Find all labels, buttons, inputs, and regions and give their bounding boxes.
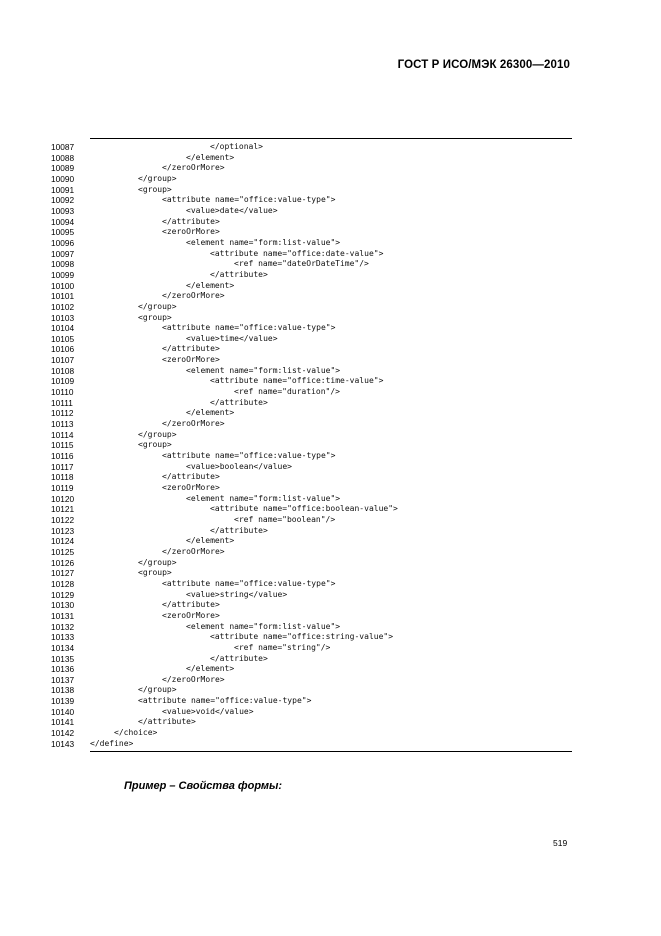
code-text: <ref name="string"/> [234, 642, 331, 652]
code-line [0, 355, 661, 366]
code-text: <element name="form:list-value"> [186, 365, 341, 375]
line-number: 10121 [51, 504, 75, 515]
line-number: 10107 [51, 355, 75, 366]
line-number: 10108 [51, 365, 75, 376]
line-number: 10111 [51, 397, 73, 408]
code-text: </attribute> [162, 216, 220, 226]
code-line [0, 440, 661, 451]
code-text: <element name="form:list-value"> [186, 237, 341, 247]
code-line [0, 536, 661, 547]
code-line [0, 675, 661, 686]
code-text: </zeroOrMore> [162, 419, 225, 429]
line-number: 10132 [51, 621, 75, 632]
line-number: 10087 [51, 142, 75, 152]
code-text: </group> [138, 301, 177, 311]
code-line [0, 430, 661, 441]
code-text: </attribute> [162, 600, 220, 610]
line-number: 10101 [51, 291, 75, 302]
line-number: 10124 [51, 536, 75, 547]
line-number: 10140 [51, 706, 75, 717]
code-text: <ref name="duration"/> [234, 387, 340, 397]
line-number: 10136 [51, 664, 75, 675]
code-line [0, 462, 661, 473]
code-line [0, 217, 661, 228]
line-number: 10090 [51, 173, 75, 184]
code-text: </attribute> [210, 397, 268, 407]
code-text: <ref name="boolean"/> [234, 514, 336, 524]
code-line [0, 728, 661, 739]
code-line [0, 163, 661, 174]
code-text: <attribute name="office:value-type"> [162, 195, 336, 205]
code-listing [0, 142, 661, 749]
code-text: </group> [138, 429, 177, 439]
line-number: 10135 [51, 653, 75, 664]
code-line [0, 259, 661, 270]
code-text: <attribute name="office:value-type"> [162, 451, 336, 461]
code-text: </attribute> [210, 269, 268, 279]
line-number: 10096 [51, 237, 75, 248]
code-text: </zeroOrMore> [162, 674, 225, 684]
code-line [0, 558, 661, 569]
code-text: <group> [138, 312, 172, 322]
code-text: <value>boolean</value> [186, 461, 292, 471]
line-number: 10125 [51, 546, 75, 557]
code-text: <group> [138, 184, 172, 194]
code-text: </group> [138, 685, 177, 695]
line-number: 10109 [51, 376, 75, 387]
code-line [0, 249, 661, 260]
code-text: </group> [138, 173, 177, 183]
code-text: <value>date</value> [186, 205, 278, 215]
code-text: </zeroOrMore> [162, 163, 225, 173]
code-line [0, 472, 661, 483]
code-line [0, 344, 661, 355]
line-number: 10117 [51, 461, 74, 472]
line-number: 10133 [51, 632, 75, 643]
line-number: 10110 [51, 387, 74, 398]
code-line [0, 643, 661, 654]
line-number: 10099 [51, 269, 75, 280]
code-text: </zeroOrMore> [162, 291, 225, 301]
code-text: </group> [138, 557, 177, 567]
line-number: 10118 [51, 472, 74, 483]
code-text: </element> [186, 664, 235, 674]
code-line [0, 515, 661, 526]
code-line [0, 398, 661, 409]
example-caption: Пример – Свойства формы: [124, 780, 283, 792]
line-number: 10120 [51, 493, 75, 504]
code-line [0, 707, 661, 718]
bottom-rule [90, 751, 572, 752]
code-line [0, 494, 661, 505]
code-line [0, 654, 661, 665]
page-number: 519 [553, 838, 568, 848]
code-text: </attribute> [162, 344, 220, 354]
code-line [0, 323, 661, 334]
line-number: 10129 [51, 589, 75, 600]
code-line [0, 408, 661, 419]
code-text: </optional> [210, 142, 263, 151]
code-text: </element> [186, 408, 235, 418]
code-line [0, 291, 661, 302]
line-number: 10095 [51, 227, 75, 238]
line-number: 10141 [51, 717, 75, 728]
code-text: <group> [138, 440, 172, 450]
document-header: ГОСТ Р ИСО/МЭК 26300—2010 [397, 59, 570, 71]
line-number: 10142 [51, 728, 75, 739]
code-line [0, 238, 661, 249]
code-line [0, 270, 661, 281]
top-rule [90, 138, 572, 139]
line-number: 10138 [51, 685, 75, 696]
line-number: 10115 [51, 440, 74, 451]
line-number: 10134 [51, 642, 75, 653]
line-number: 10139 [51, 696, 75, 707]
line-number: 10114 [51, 429, 74, 440]
code-line [0, 483, 661, 494]
code-text: <value>time</value> [186, 333, 278, 343]
code-text: <attribute name="office:time-value"> [210, 376, 384, 386]
code-line [0, 313, 661, 324]
code-line [0, 334, 661, 345]
code-text: <attribute name="office:value-type"> [162, 578, 336, 588]
code-line [0, 206, 661, 217]
code-text: <element name="form:list-value"> [186, 621, 341, 631]
code-line [0, 174, 661, 185]
code-text: </define> [90, 738, 134, 748]
code-line [0, 600, 661, 611]
code-text: </attribute> [210, 525, 268, 535]
code-line [0, 376, 661, 387]
code-text: </attribute> [210, 653, 268, 663]
line-number: 10126 [51, 557, 75, 568]
code-text: </attribute> [138, 717, 196, 727]
code-text: </attribute> [162, 472, 220, 482]
code-line [0, 419, 661, 430]
code-text: <zeroOrMore> [162, 610, 220, 620]
code-line [0, 696, 661, 707]
line-number: 10097 [51, 248, 75, 259]
line-number: 10102 [51, 301, 75, 312]
line-number: 10098 [51, 259, 75, 270]
code-text: <group> [138, 568, 172, 578]
code-line [0, 451, 661, 462]
code-text: <value>void</value> [162, 706, 254, 716]
line-number: 10113 [51, 419, 74, 430]
code-text: </element> [186, 280, 235, 290]
code-line [0, 547, 661, 558]
code-text: <value>string</value> [186, 589, 288, 599]
line-number: 10122 [51, 514, 75, 525]
code-text: <ref name="dateOrDateTime"/> [234, 259, 369, 269]
code-text: <attribute name="office:boolean-value"> [210, 504, 398, 514]
code-line [0, 526, 661, 537]
line-number: 10130 [51, 600, 75, 611]
code-line [0, 281, 661, 292]
code-line [0, 185, 661, 196]
code-line [0, 387, 661, 398]
code-line [0, 664, 661, 675]
code-text: </element> [186, 536, 235, 546]
line-number: 10112 [51, 408, 74, 419]
line-number: 10092 [51, 195, 75, 206]
code-text: <element name="form:list-value"> [186, 493, 341, 503]
code-line [0, 153, 661, 164]
code-text: </element> [186, 152, 235, 162]
code-text: <attribute name="office:date-value"> [210, 248, 384, 258]
line-number: 10094 [51, 216, 75, 227]
line-number: 10143 [51, 738, 75, 749]
code-text: <attribute name="office:value-type"> [138, 696, 312, 706]
code-line [0, 622, 661, 633]
line-number: 10128 [51, 578, 75, 589]
code-line [0, 739, 661, 750]
code-line [0, 685, 661, 696]
code-line [0, 717, 661, 728]
code-line [0, 611, 661, 622]
line-number: 10131 [51, 610, 75, 621]
line-number: 10127 [51, 568, 75, 579]
line-number: 10105 [51, 333, 75, 344]
code-line [0, 568, 661, 579]
line-number: 10093 [51, 205, 75, 216]
line-number: 10116 [51, 451, 74, 462]
code-line [0, 227, 661, 238]
line-number: 10103 [51, 312, 75, 323]
code-text: <attribute name="office:string-value"> [210, 632, 394, 642]
code-line [0, 504, 661, 515]
code-text: <zeroOrMore> [162, 483, 220, 492]
code-line [0, 579, 661, 590]
line-number: 10119 [51, 483, 74, 493]
line-number: 10088 [51, 152, 75, 163]
code-text: </choice> [114, 728, 158, 738]
line-number: 10100 [51, 280, 75, 291]
line-number: 10137 [51, 674, 75, 685]
code-line [0, 366, 661, 377]
line-number: 10106 [51, 344, 75, 355]
line-number: 10089 [51, 163, 75, 174]
code-text: <zeroOrMore> [162, 227, 220, 237]
code-line [0, 195, 661, 206]
code-line [0, 302, 661, 313]
line-number: 10123 [51, 525, 75, 536]
line-number: 10091 [51, 184, 75, 195]
code-text: </zeroOrMore> [162, 546, 225, 556]
code-line [0, 632, 661, 643]
line-number: 10104 [51, 323, 75, 334]
code-text: <attribute name="office:value-type"> [162, 323, 336, 333]
code-line [0, 142, 661, 153]
code-text: <zeroOrMore> [162, 355, 220, 365]
code-line [0, 590, 661, 601]
